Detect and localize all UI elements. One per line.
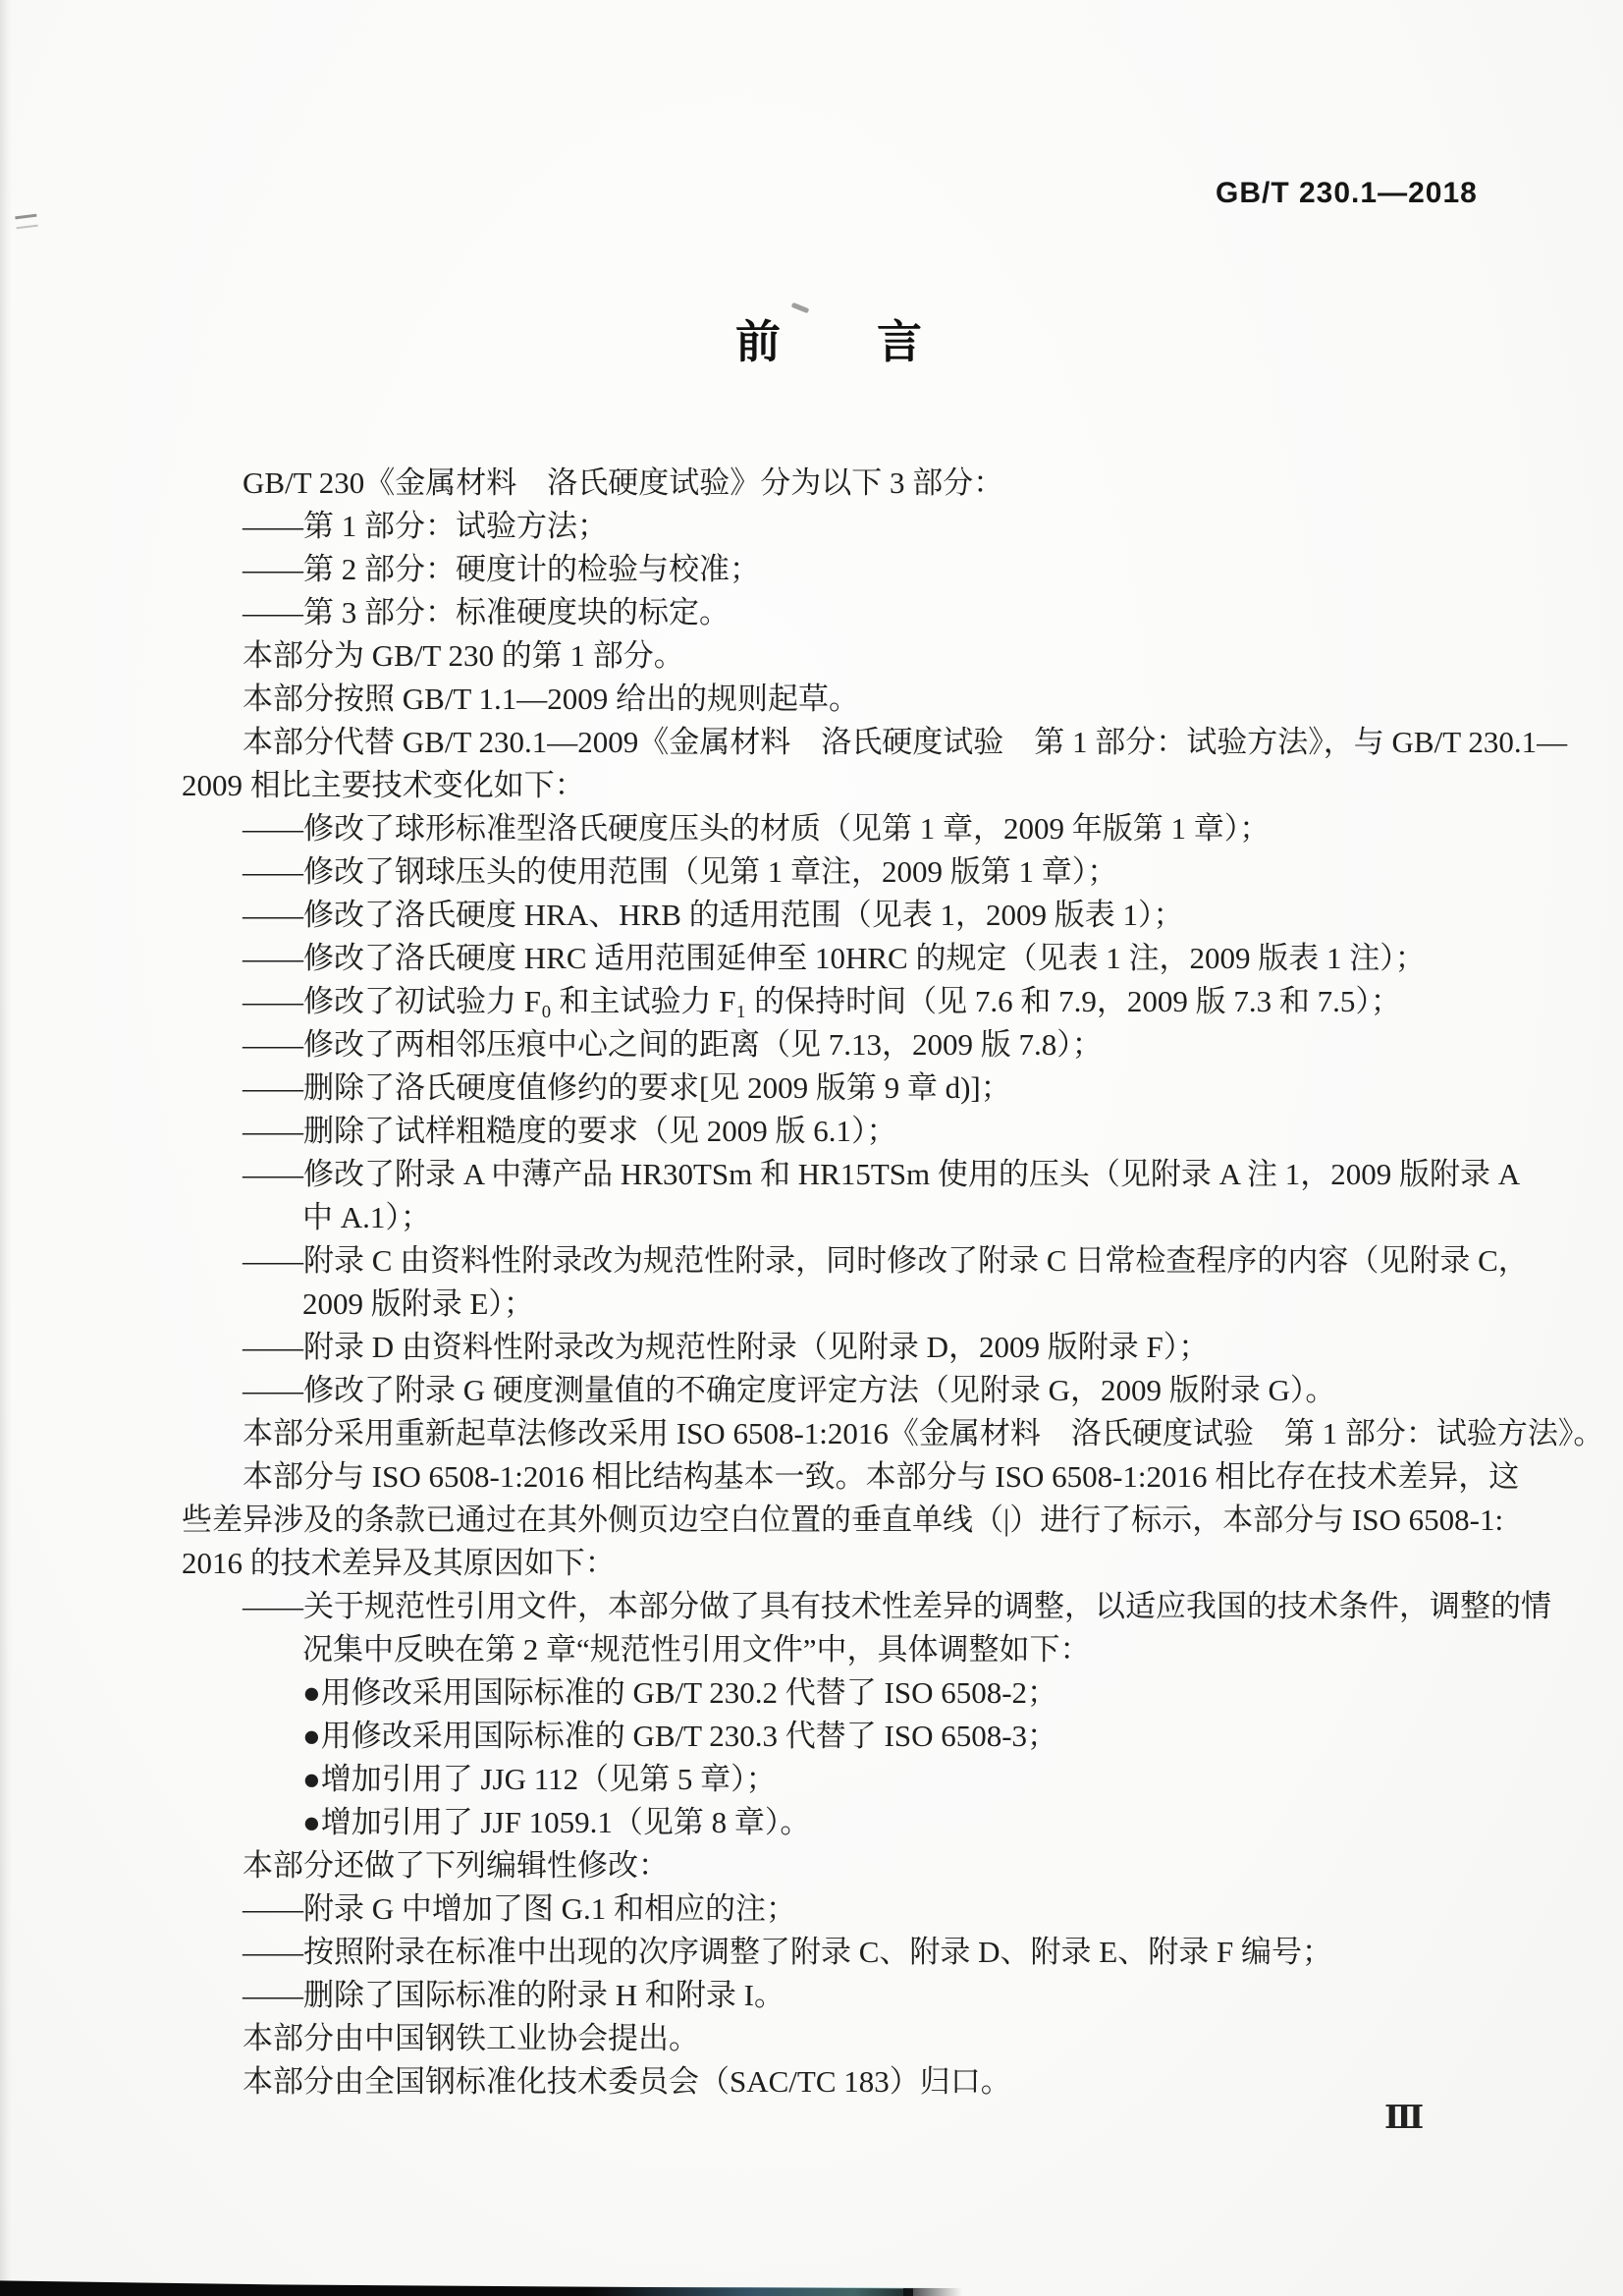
body-line: ●增加引用了 JJG 112（见第 5 章）；: [302, 1762, 777, 1796]
body-line: ——修改了附录 A 中薄产品 HR30TSm 和 HR15TSm 使用的压头（见附录 A 注 1，2009 版附录 A: [243, 1157, 1521, 1191]
body-line: ——修改了洛氏硬度 HRC 适用范围延伸至 10HRC 的规定（见表 1 注，2009 版表 1 注）；: [243, 941, 1426, 975]
body-line: 本部分为 GB/T 230 的第 1 部分。: [243, 638, 684, 673]
body-line: ——修改了初试验力 F₀ 和主试验力 F₁ 的保持时间（见 7.6 和 7.9，2009 版 7.3 和 7.5）；: [243, 984, 1401, 1018]
scan-bottom-edge-artifact: [0, 2276, 943, 2296]
body-line: ——修改了附录 G 硬度测量值的不确定度评定方法（见附录 G，2009 版附录 G）。: [243, 1373, 1336, 1407]
body-line: 本部分采用重新起草法修改采用 ISO 6508-1:2016《金属材料 洛氏硬度试验 第 1 部分：试验方法》。: [243, 1416, 1604, 1450]
body-line: ——附录 G 中增加了图 G.1 和相应的注；: [243, 1891, 797, 1926]
body-line: 2016 的技术差异及其原因如下：: [182, 1546, 616, 1580]
scan-left-edge-artifact: [0, 0, 12, 2296]
body-line: 些差异涉及的条款已通过在其外侧页边空白位置的垂直单线（|）进行了标示，本部分与 ISO 6508-1:: [182, 1503, 1504, 1537]
body-line: 本部分与 ISO 6508-1:2016 相比结构基本一致。本部分与 ISO 6508-1:2016 相比存在技术差异，这: [243, 1459, 1520, 1494]
body-line: ——修改了两相邻压痕中心之间的距离（见 7.13，2009 版 7.8）；: [243, 1027, 1103, 1062]
page-number: Ⅲ: [1384, 2101, 1425, 2136]
body-line: ●增加引用了 JJF 1059.1（见第 8 章）。: [302, 1805, 811, 1839]
body-line: ●用修改采用国际标准的 GB/T 230.3 代替了 ISO 6508-3；: [302, 1719, 1058, 1753]
body-line: 本部分由中国钢铁工业协会提出。: [243, 2021, 699, 2055]
body-line: ●用修改采用国际标准的 GB/T 230.2 代替了 ISO 6508-2；: [302, 1675, 1058, 1710]
standard-code-header: GB/T 230.1—2018: [1216, 177, 1478, 209]
scan-band-fade: [903, 2288, 962, 2296]
body-line: 2009 版附录 E）；: [302, 1286, 534, 1321]
body-line: 本部分由全国钢标准化技术委员会（SAC/TC 183）归口。: [243, 2064, 1011, 2099]
body-line: 本部分还做了下列编辑性修改：: [243, 1848, 669, 1883]
scan-smudge-icon: [15, 214, 37, 230]
body-line: ——删除了试样粗糙度的要求（见 2009 版 6.1）；: [243, 1114, 897, 1148]
body-line: 2009 相比主要技术变化如下：: [182, 768, 585, 802]
body-line: ——删除了洛氏硬度值修约的要求[见 2009 版第 9 章 d)]；: [243, 1070, 1011, 1105]
body-line: 中 A.1）；: [302, 1200, 431, 1234]
body-line: ——第 2 部分：硬度计的检验与校准；: [243, 552, 760, 586]
body-line: ——删除了国际标准的附录 H 和附录 I。: [243, 1978, 784, 2012]
body-line: ——第 1 部分：试验方法；: [243, 509, 608, 543]
body-line: ——附录 D 由资料性附录改为规范性附录（见附录 D，2009 版附录 F）；: [243, 1330, 1210, 1364]
body-line: 本部分代替 GB/T 230.1—2009《金属材料 洛氏硬度试验 第 1 部分：试验方法》，与 GB/T 230.1—: [243, 725, 1568, 759]
page-title: 前 言: [735, 315, 924, 368]
body-line: ——关于规范性引用文件，本部分做了具有技术性差异的调整，以适应我国的技术条件，调整的情: [243, 1589, 1551, 1623]
body-line: 况集中反映在第 2 章“规范性引用文件”中，具体调整如下：: [302, 1632, 1091, 1667]
body-line: ——第 3 部分：标准硬度块的标定。: [243, 595, 730, 629]
body-line: ——修改了球形标准型洛氏硬度压头的材质（见第 1 章，2009 年版第 1 章）；: [243, 811, 1271, 846]
scan-smudge-icon: [791, 302, 810, 313]
foreword-body: [182, 462, 1604, 2104]
body-line: ——修改了钢球压头的使用范围（见第 1 章注，2009 版第 1 章）；: [243, 854, 1118, 889]
body-line: ——附录 C 由资料性附录改为规范性附录，同时修改了附录 C 日常检查程序的内容（见附录 C，: [243, 1243, 1529, 1278]
body-line: ——修改了洛氏硬度 HRA、HRB 的适用范围（见表 1，2009 版表 1）；: [243, 898, 1184, 932]
scan-teal-tint: [589, 2287, 943, 2296]
body-line: ——按照附录在标准中出现的次序调整了附录 C、附录 D、附录 E、附录 F 编号；: [243, 1935, 1332, 1969]
body-line: GB/T 230《金属材料 洛氏硬度试验》分为以下 3 部分：: [243, 465, 1004, 500]
body-line: 本部分按照 GB/T 1.1—2009 给出的规则起草。: [243, 682, 860, 716]
